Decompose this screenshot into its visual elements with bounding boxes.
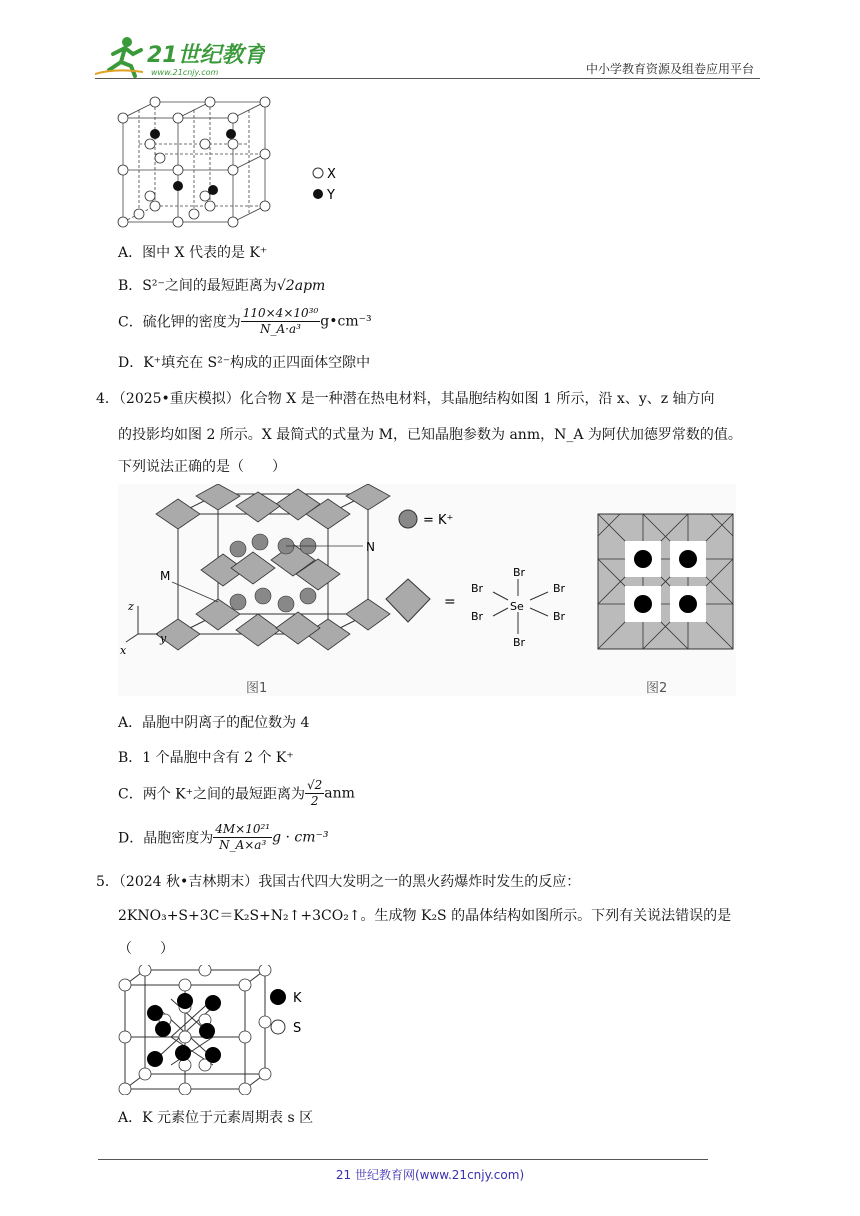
q4-figure <box>118 484 736 696</box>
logo-text: 21世纪教育 <box>147 43 265 68</box>
platform-name: 中小学教育资源及组卷应用平台 <box>585 62 754 76</box>
logo-url: www.21cnjy.com <box>151 68 219 77</box>
br-bottom: Br <box>513 636 526 649</box>
lattice-figure-q3 <box>115 96 355 228</box>
q4-option-a: A．晶胞中阴离子的配位数为 4 <box>118 715 310 731</box>
fig2-caption: 图2 <box>646 681 668 696</box>
br-right-up: Br <box>553 582 566 595</box>
legend-x: X <box>327 167 336 182</box>
legend-k: K <box>293 991 302 1006</box>
site-logo <box>95 34 265 78</box>
axis-x: x <box>120 644 127 657</box>
q4-line-3: 下列说法正确的是（ ） <box>118 459 286 475</box>
legend-k: = K⁺ <box>423 513 454 528</box>
legend-s: S <box>293 1021 302 1036</box>
q4-line-2: 的投影均如图 2 所示。X 最简式的式量为 M，已知晶胞参数为 anm，N_A 为阿伏加德罗常数的值。 <box>118 427 742 443</box>
equals-sign: = <box>444 594 456 610</box>
q3-option-b: B．S²⁻之间的最短距离为√2apm <box>118 278 326 294</box>
q3-option-d: D．K⁺填充在 S²⁻构成的正四面体空隙中 <box>118 355 371 371</box>
k2s-lattice-figure <box>115 965 315 1095</box>
br-right-down: Br <box>553 610 566 623</box>
footer-link[interactable]: 21 世纪教育网(www.21cnjy.com) <box>335 1168 525 1182</box>
q3-option-c: C．硫化钾的密度为 $\frac{\text{110×4×10³⁰}}{\text{N\_A·a³}}$ g•cm⁻³ <box>118 306 372 336</box>
br-left-up: Br <box>471 582 484 595</box>
label-m: M <box>160 569 171 583</box>
q4-option-b: B．1 个晶胞中含有 2 个 K⁺ <box>118 750 294 766</box>
footer-divider <box>98 1159 708 1160</box>
header-divider <box>95 78 760 79</box>
br-left-down: Br <box>471 610 484 623</box>
axis-y: y <box>160 632 167 645</box>
q3-option-a: A．图中 X 代表的是 K⁺ <box>118 245 268 261</box>
se-center: Se <box>510 600 524 613</box>
q5-option-a: A．K 元素位于元素周期表 s 区 <box>118 1110 314 1126</box>
q4-option-c: C．两个 K⁺之间的最短距离为 $\frac{√2}{2}$ anm <box>118 778 355 808</box>
q5-line-2: 2KNO₃+S+3C＝K₂S+N₂↑+3CO₂↑。生成物 K₂S 的晶体结构如图所示。下列有关说法错误的是 <box>118 908 732 924</box>
q5-line-1: 5．（2024 秋•吉林期末）我国古代四大发明之一的黑火药爆炸时发生的反应： <box>96 874 581 890</box>
label-n: N <box>366 540 375 554</box>
q4-line-1: 4．（2025•重庆模拟）化合物 X 是一种潜在热电材料，其晶胞结构如图 1 所示，沿 x、y、z 轴方向 <box>96 391 715 407</box>
q4-option-d: D．晶胞密度为 $\frac{\text{4M×10²¹}}{\text{N\_A×a³}}$ g · cm⁻³ <box>118 822 329 852</box>
br-top: Br <box>513 566 526 579</box>
fig1-caption: 图1 <box>246 681 268 696</box>
axis-z: z <box>128 600 134 613</box>
runner-logo-icon <box>95 37 143 76</box>
legend-y: Y <box>327 188 335 203</box>
q5-line-3: （ ） <box>118 941 174 957</box>
